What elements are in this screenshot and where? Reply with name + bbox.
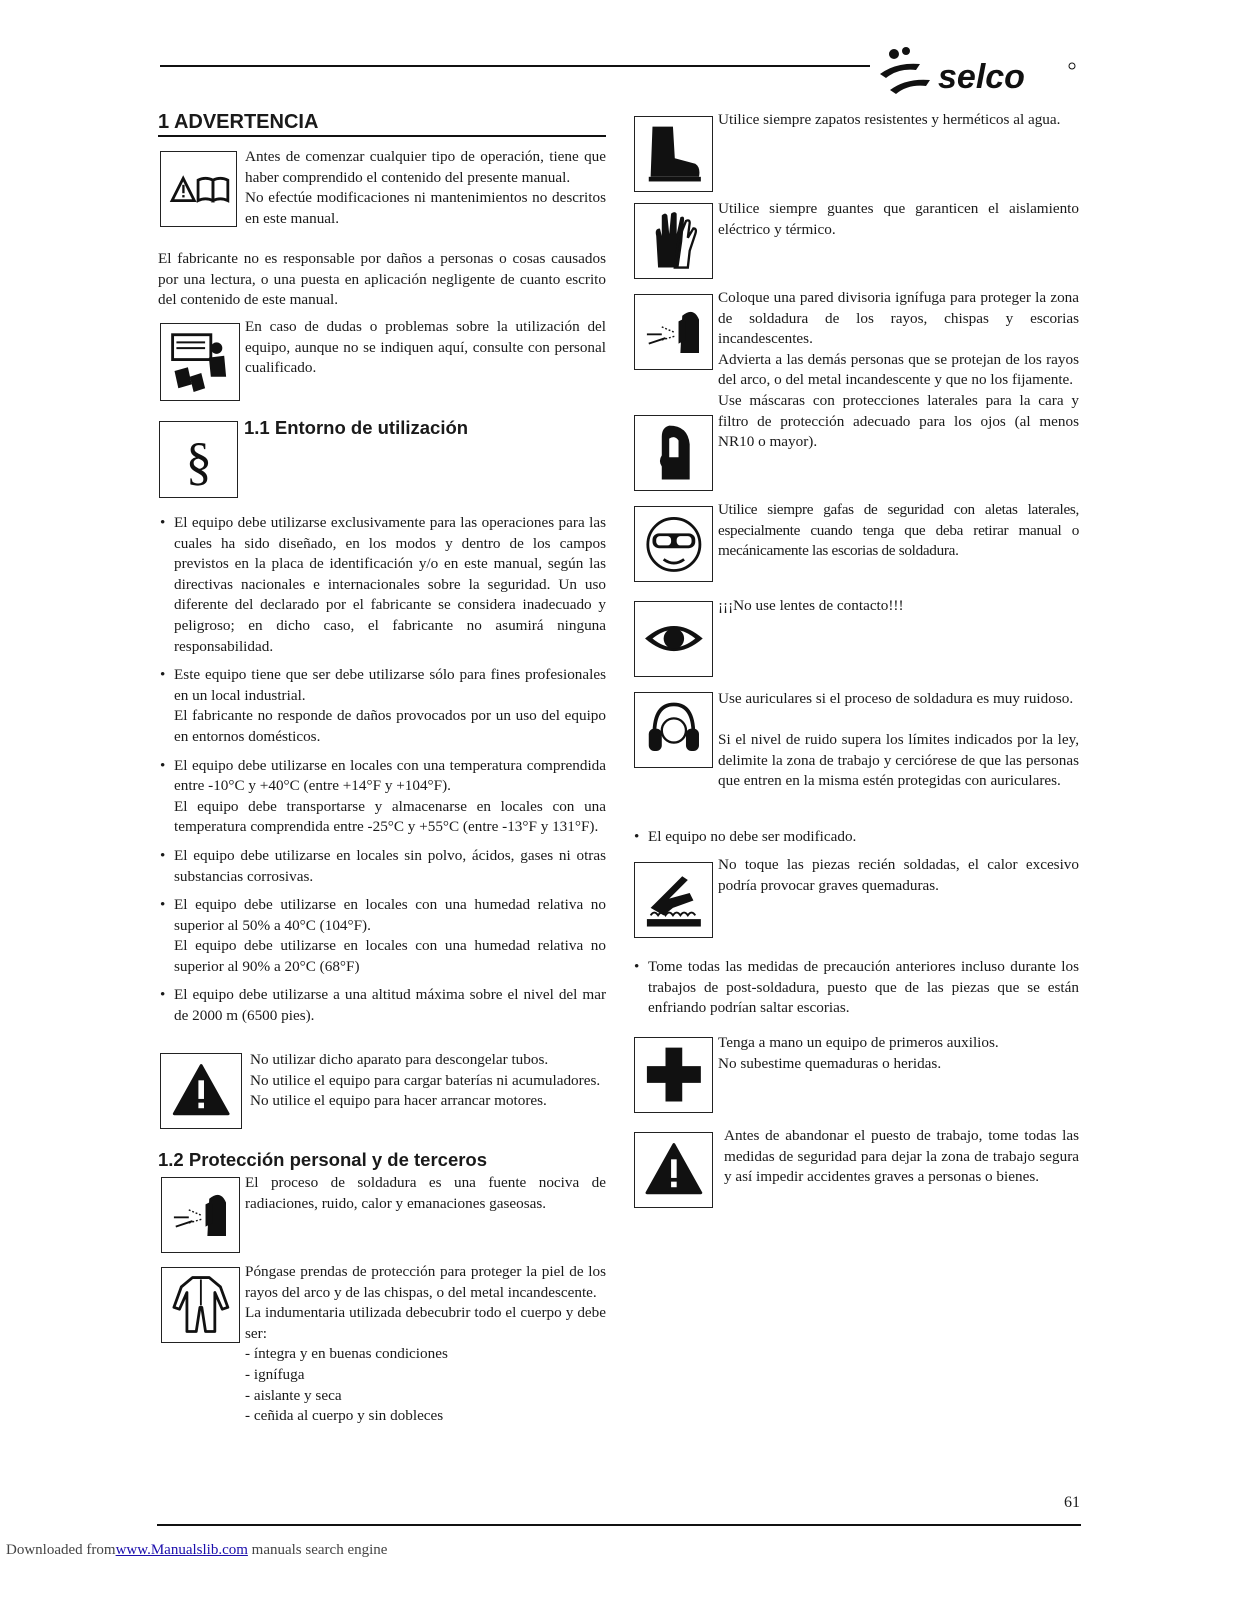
welder-radiation-icon [161, 1177, 240, 1253]
list-item: • El equipo no debe ser modificado. [632, 827, 1079, 848]
header-rule [160, 65, 870, 67]
welding-screen-icon [634, 294, 713, 370]
list-item: • Este equipo tiene que ser debe utilizarse sólo para fines profesionales en un local industrial. El fabricante no responde de daños provocados por un uso del equipo en entornos domésticos. [158, 665, 606, 747]
clothing-protect: Póngase prendas de protección para proteger la piel de los rayos del arco y de las chispas, o del metal incandescente. [245, 1263, 606, 1301]
safety-goggles-icon [634, 506, 713, 582]
clothing-requirements: La indumentaria utilizada debecubrir todo el cuerpo y debe ser: [245, 1304, 606, 1342]
ear-protection-icon [634, 692, 713, 768]
brand-wordmark: selco [938, 58, 1025, 96]
warning-intro: Antes de comenzar cualquier tipo de operación, tiene que haber comprendido el contenido del presente manual. [245, 148, 606, 186]
no-battery: No utilice el equipo para cargar baterías ni acumuladores. [250, 1071, 601, 1089]
manufacturer-note: El fabricante no es responsable por daños a personas o cosas causados por una lectura, o una puesta en aplicación negligente de cuanto escrito del contenido de este manual. [158, 250, 606, 309]
precaution-list [632, 957, 1079, 1027]
gloves-note: Utilice siempre guantes que garanticen el aislamiento eléctrico y térmico. [718, 200, 1079, 238]
section-title-rule [158, 135, 606, 137]
read-manual-icon [160, 151, 237, 227]
clothing-item: - íntegra y en buenas condiciones [245, 1345, 448, 1363]
goggles-note: Utilice siempre gafas de seguridad con aletas laterales, especialmente cuando tenga que deba retirar manual o mecánicamente las escorias de soldadura. [718, 501, 1079, 560]
noise-limit-note: Si el nivel de ruido supera los límites indicados por la ley, delimite la zona de trabajo y cerciórese de que las personas que entren en la misma estén protegidas con auriculares. [718, 731, 1079, 790]
list-item: • El equipo debe utilizarse a una altitud máxima sobre el nivel del mar de 2000 m (6500 pies). [158, 985, 606, 1026]
modify-list [632, 827, 1079, 856]
download-prefix: Downloaded from [6, 1542, 116, 1558]
safety-boots-icon [634, 116, 713, 192]
svg-text:§: § [185, 432, 212, 491]
list-item: • El equipo debe utilizarse en locales sin polvo, ácidos, gases ni otras substancias corrosivas. [158, 846, 606, 887]
hot-parts-icon [634, 862, 713, 938]
warning-no-modify: No efectúe modificaciones ni mantenimientos no descritos en este manual. [245, 189, 606, 227]
first-aid-note: Tenga a mano un equipo de primeros auxilios. [718, 1034, 999, 1051]
doubts-note: En caso de dudas o problemas sobre la utilización del equipo, aunque no se indiquen aquí, consulte con personal cualificado. [245, 318, 606, 377]
section-title-advertencia: 1 ADVERTENCIA [158, 111, 319, 133]
no-contacts-note: ¡¡¡No use lentes de contacto!!! [718, 597, 904, 614]
section-title-entorno: 1.1 Entorno de utilización [244, 417, 469, 438]
protective-clothing-icon [161, 1267, 240, 1343]
boots-note: Utilice siempre zapatos resistentes y herméticos al agua. [718, 111, 1061, 128]
process-harmful-note: El proceso de soldadura es una fuente nociva de radiaciones, ruido, calor y emanaciones gaseosas. [245, 1174, 606, 1212]
gloves-icon [634, 203, 713, 279]
screen-note: Coloque una pared divisoria ignífuga para proteger la zona de soldadura de los rayos, chispas y escorias incandescentes. [718, 289, 1079, 348]
list-item: • El equipo debe utilizarse exclusivamente para las operaciones para las cuales ha sido diseñado, en los modos y dentro de los campos previstos en la placa de identificación y/o en este manual, según las directivas nacionales e internacionales sobre la seguridad. Un uso diferente del declarado por el fabricante se considera inadecuado y peligroso; en dicho caso, el fabricante no asumirá ninguna responsabilidad. [158, 513, 606, 657]
warning-triangle-icon [160, 1053, 242, 1129]
environment-list [158, 513, 606, 1035]
clothing-item: - ignífuga [245, 1365, 305, 1383]
section-title-proteccion: 1.2 Protección personal y de terceros [158, 1149, 488, 1170]
list-item: • El equipo debe utilizarse en locales con una humedad relativa no superior al 50% a 40°C (104°F). El equipo debe utilizarse en locales con una humedad relativa no superior al 90% a 20°C (68°F) [158, 895, 606, 977]
footer-rule [157, 1524, 1081, 1526]
injuries-note: No subestime quemaduras o heridas. [718, 1054, 942, 1072]
leave-workplace-note: Antes de abandonar el puesto de trabajo, tome todas las medidas de seguridad para dejar la zona de trabajo segura y así impedir accidentes graves a personas o bienes. [724, 1127, 1079, 1186]
hot-parts-note: No toque las piezas recién soldadas, el calor excesivo podría provocar graves quemaduras. [718, 856, 1079, 894]
earmuffs-note: Use auriculares si el proceso de soldadura es muy ruidoso. [718, 690, 1074, 707]
selco-logo [876, 44, 1080, 100]
download-footer [6, 1542, 387, 1559]
manualslib-link[interactable]: www.Manualslib.com [115, 1542, 248, 1558]
mask-note: Use máscaras con protecciones laterales para la cara y filtro de protección adecuado para los ojos (al menos NR10 o mayor). [718, 391, 1079, 451]
no-defrost: No utilizar dicho aparato para descongelar tubos. [250, 1051, 549, 1068]
list-item: • Tome todas las medidas de precaución anteriores incluso durante los trabajos de post-soldadura, puesto que de las piezas que se están enfriando podrían saltar escorias. [632, 957, 1079, 1019]
first-aid-icon [634, 1037, 713, 1113]
list-item: • El equipo debe utilizarse en locales con una temperatura comprendida entre -10°C y +40°C (entre +14°F y +104°F). El equipo debe transportarse y almacenarse en locales con una temperatura comprendida entre -25°C y +55°C (entre -13°F y 131°F). [158, 756, 606, 838]
section-sign-icon [159, 421, 238, 498]
no-engine-start: No utilice el equipo para hacer arrancar motores. [250, 1092, 547, 1110]
warn-others-note: Advierta a las demás personas que se protejan de los rayos del arco, o del metal incandescente y que no los fijamente. [718, 350, 1079, 389]
download-suffix: manuals search engine [251, 1542, 388, 1558]
eye-icon [634, 601, 713, 677]
clothing-item: - aislante y seca [245, 1386, 342, 1404]
page-number: 61 [1064, 1494, 1080, 1511]
clothing-item: - ceñida al cuerpo y sin dobleces [245, 1407, 444, 1425]
consult-personnel-icon [160, 323, 240, 401]
warning-triangle-icon [634, 1132, 713, 1208]
welding-mask-icon [634, 415, 713, 491]
